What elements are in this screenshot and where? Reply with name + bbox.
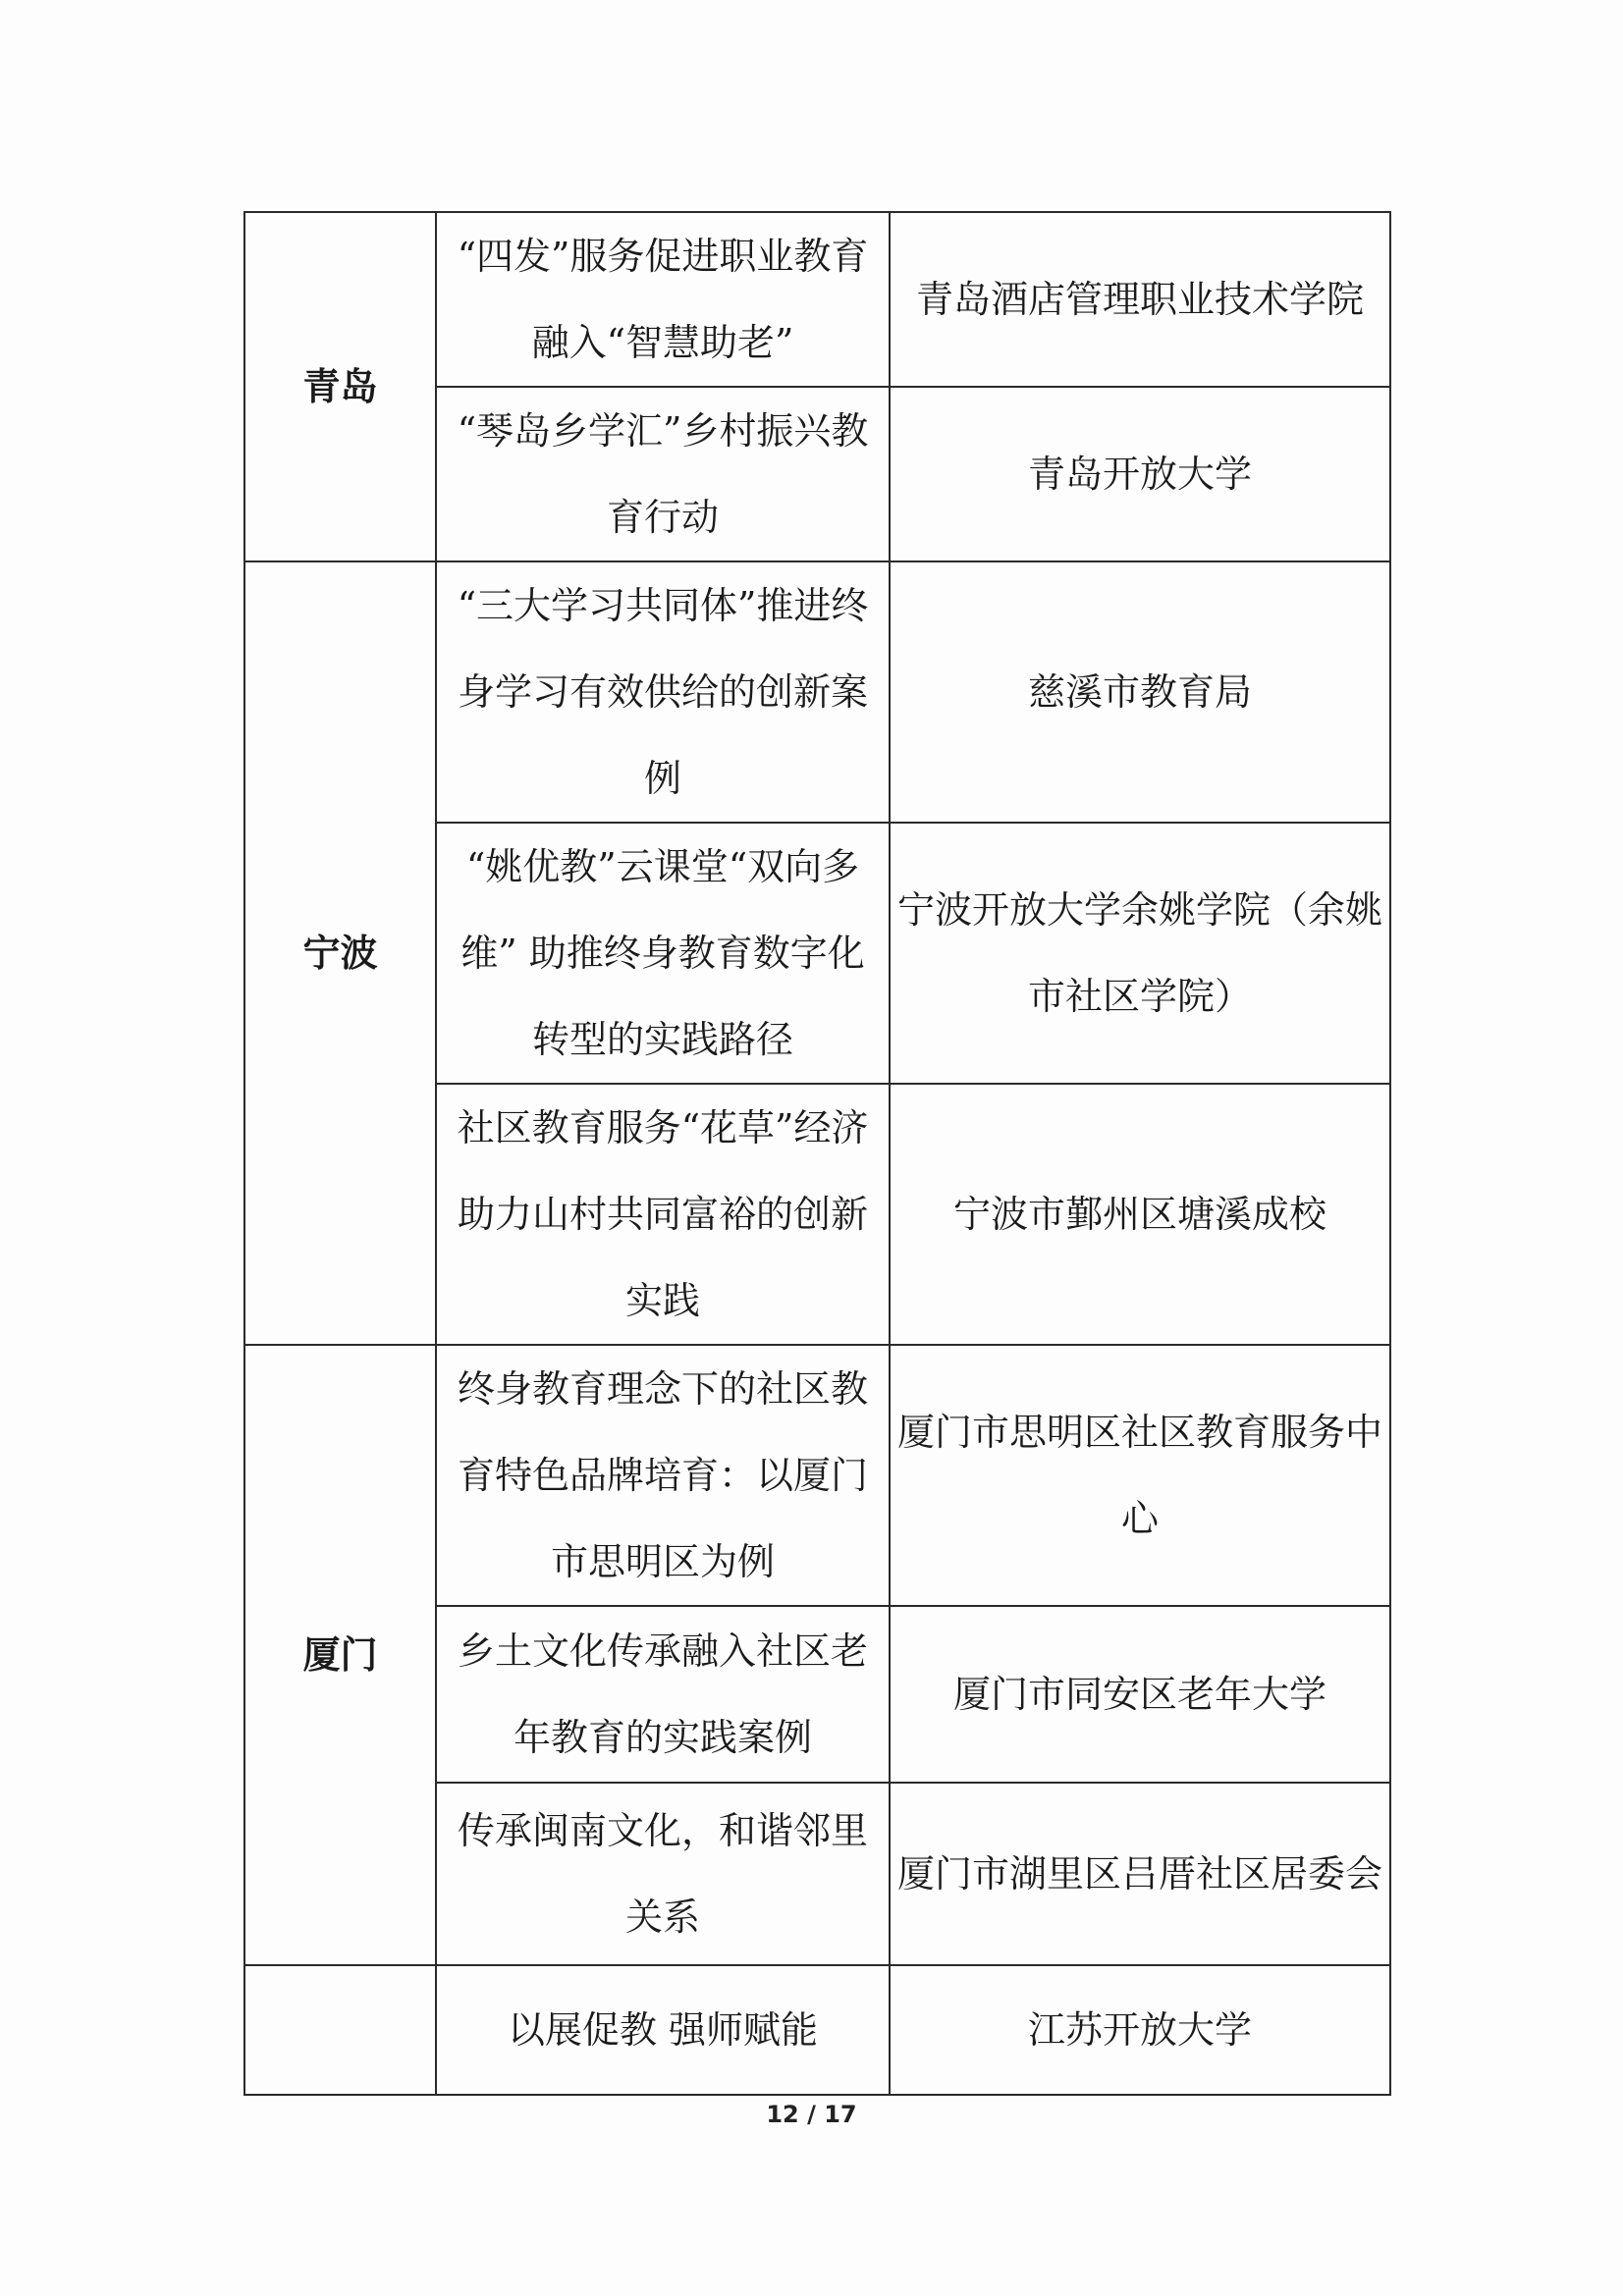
unit-cell: 厦门市同安区老年大学 [890,1606,1390,1783]
unit-cell: 厦门市湖里区吕厝社区居委会 [890,1783,1390,1965]
unit-cell: 宁波开放大学余姚学院（余姚市社区学院） [890,823,1390,1084]
city-cell: 厦门 [244,1345,436,1965]
project-cell: “三大学习共同体”推进终身学习有效供给的创新案例 [436,561,890,823]
project-cell: “琴岛乡学汇”乡村振兴教育行动 [436,387,890,561]
table-row [244,212,1390,387]
unit-cell: 青岛酒店管理职业技术学院 [890,212,1390,387]
unit-cell: 慈溪市教育局 [890,561,1390,823]
unit-cell: 青岛开放大学 [890,387,1390,561]
city-cell: 宁波 [244,561,436,1345]
unit-cell: 宁波市鄞州区塘溪成校 [890,1084,1390,1345]
table-row [244,561,1390,823]
project-cell: 传承闽南文化，和谐邻里关系 [436,1783,890,1965]
city-cell [244,1965,436,2095]
project-cell: 终身教育理念下的社区教育特色品牌培育：以厦门市思明区为例 [436,1345,890,1606]
city-cell: 青岛 [244,212,436,561]
table-row [244,1345,1390,1606]
page-number: 12 / 17 [766,2101,857,2128]
project-cell: 社区教育服务“花草”经济助力山村共同富裕的创新实践 [436,1084,890,1345]
project-cell: 以展促教 强师赋能 [436,1965,890,2095]
table-row [244,1965,1390,2095]
project-cell: 乡土文化传承融入社区老年教育的实践案例 [436,1606,890,1783]
project-cell: “姚优教”云课堂“双向多维” 助推终身教育数字化转型的实践路径 [436,823,890,1084]
case-table [243,211,1391,2096]
unit-cell: 江苏开放大学 [890,1965,1390,2095]
unit-cell: 厦门市思明区社区教育服务中心 [890,1345,1390,1606]
project-cell: “四发”服务促进职业教育融入“智慧助老” [436,212,890,387]
